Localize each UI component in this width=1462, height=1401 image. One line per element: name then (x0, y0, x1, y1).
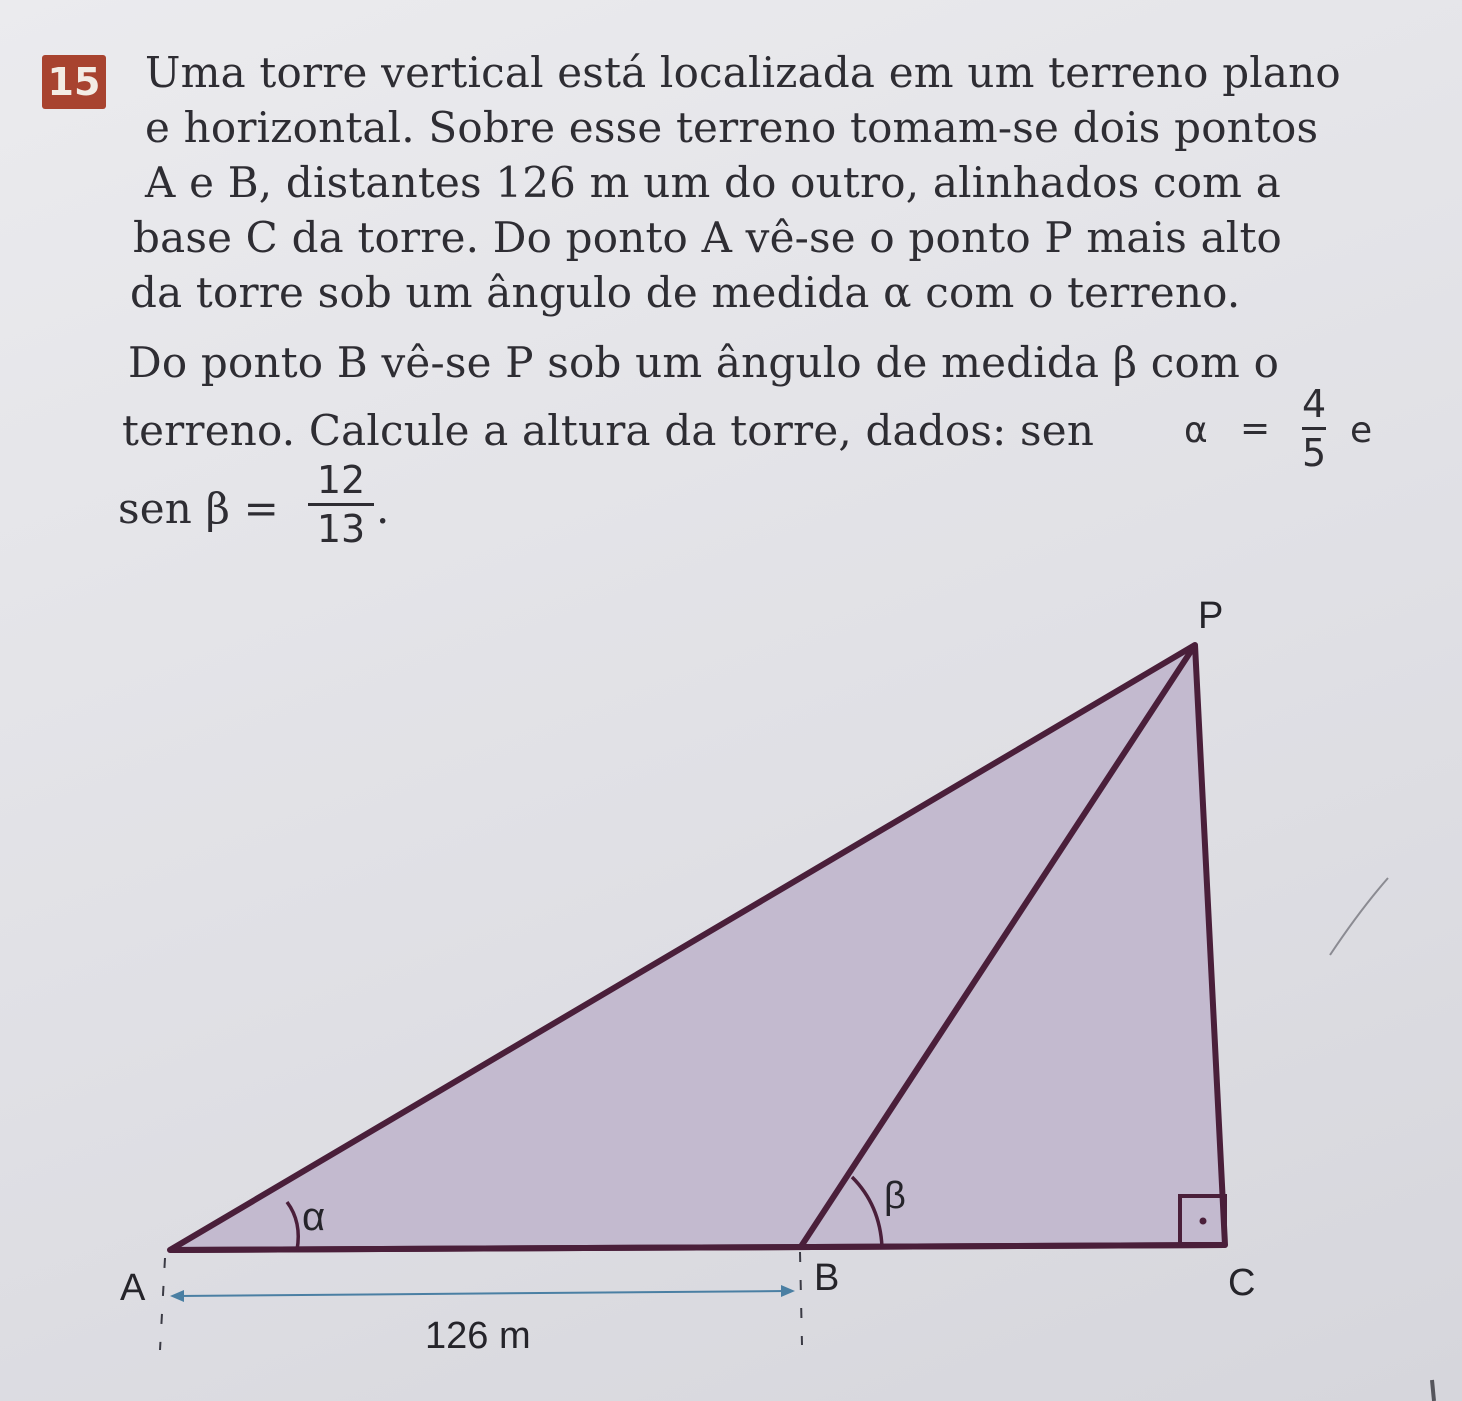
label-b: B (814, 1257, 840, 1299)
label-beta: β (884, 1175, 906, 1217)
sen-alpha-numerator: 4 (1302, 382, 1327, 426)
label-distance: 126 m (425, 1315, 531, 1357)
sen-beta-denominator: 13 (316, 507, 366, 551)
and-word: e (1350, 410, 1373, 451)
dashed-guide-b (800, 1252, 802, 1345)
pencil-mark (1330, 878, 1388, 955)
problem-text-line-1: Uma torre vertical está localizada em um terreno plano (145, 48, 1341, 97)
distance-arrow-line (178, 1291, 786, 1296)
problem-text-line-2: e horizontal. Sobre esse terreno tomam-se dois pontos (145, 103, 1319, 152)
problem-text-line-4: base C da torre. Do ponto A vê-se o ponto P mais alto (133, 213, 1283, 262)
label-p: P (1198, 595, 1224, 637)
problem-text-line-3: A e B, distantes 126 m um do outro, alinhados com a (145, 158, 1281, 207)
sen-beta-numerator: 12 (316, 458, 366, 502)
dashed-guide-a (160, 1258, 165, 1350)
distance-arrowhead-left (170, 1290, 184, 1302)
sen-alpha-denominator: 5 (1302, 431, 1327, 475)
problem-text-line-7: terreno. Calcule a altura da torre, dados: sen (122, 406, 1095, 455)
problem-number-badge: 15 (42, 55, 106, 109)
sen-beta-prefix: sen β = (118, 484, 280, 533)
problem-text-line-6: Do ponto B vê-se P sob um ângulo de medida β com o (128, 338, 1280, 387)
distance-arrowhead-right (781, 1285, 795, 1297)
equals-sign-alpha: = (1240, 408, 1271, 449)
label-alpha: α (302, 1195, 326, 1239)
triangle-apc (170, 645, 1225, 1250)
label-a: A (120, 1267, 146, 1309)
alpha-symbol-inline: α (1184, 410, 1208, 451)
end-period: . (376, 484, 390, 533)
right-angle-dot (1200, 1218, 1207, 1225)
label-c: C (1228, 1262, 1256, 1304)
pencil-mark (1432, 1380, 1434, 1401)
problem-text-line-5: da torre sob um ângulo de medida α com o terreno. (130, 268, 1241, 317)
